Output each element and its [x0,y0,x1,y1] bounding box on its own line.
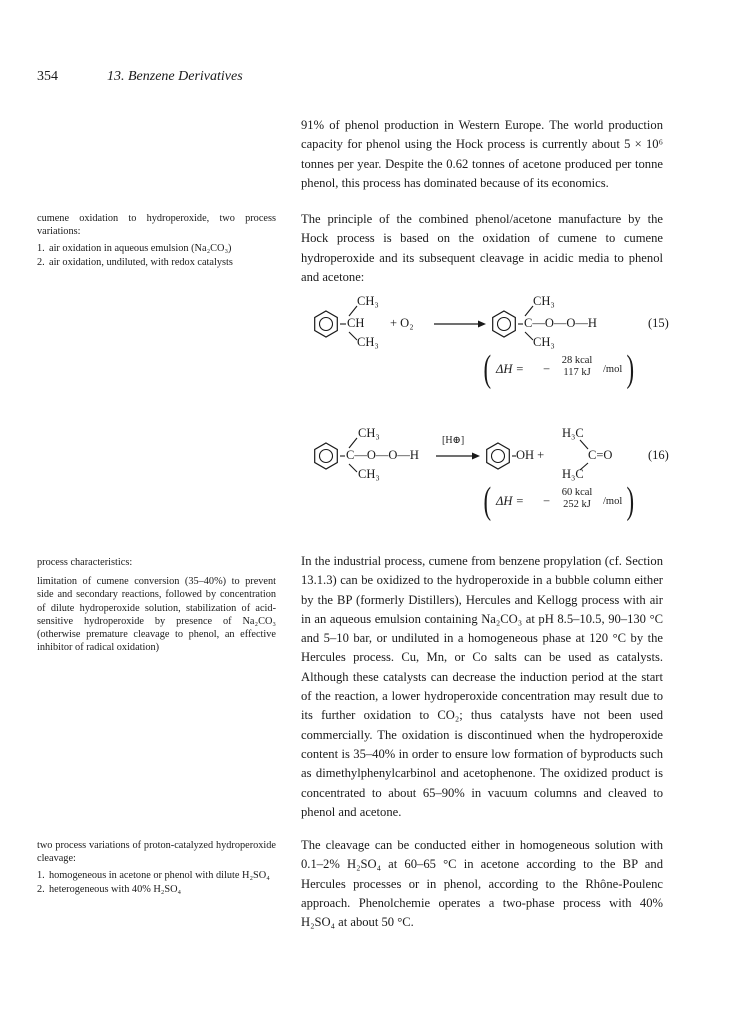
methine-label: CH [347,316,365,330]
methyl-label: CH₃ [358,426,380,440]
paragraph-3: In the industrial process, cumene from benzene propylation (cf. Section 13.1.3) can be oxidized to the hydroperoxide in a bubble column either by the BP (formerly Distillers), Hercules and Kellogg process with air in an aqueous emulsion containing Na₂CO₃ at pH 8.5–10.5, 90–130 °C and 5–10 bar, or undiluted in a homogeneous phase at 120 °C by the Hercules process. Cu, Mn, or Co salts can be used as catalysts. Although these catalysts can decrease the induction period at the start of the reaction, a lower hydroperoxide concentration may result due to its further oxidation to CO₂; thus catalysts have not been used commercially. The oxidation is discontinued when the hydroperoxide content is 35–40% in order to ensure low formation of byproducts such as dimethylphenylcarbinol and acetophenone. The oxidized product is concentrated to about 65–90% in vacuum columns and cleaved to phenol and acetone. [301,554,663,819]
margin-note-title: two process variations of proton-catalyzed hydroperoxide cleavage: [37,840,276,865]
hydroperoxide-group: C—O—O—H [524,316,597,330]
methyl-label: H₃C [562,467,584,481]
methyl-label: CH₃ [357,294,379,308]
left-paren: ( [483,480,492,522]
enthalpy-unit: /mol [603,364,623,375]
page-number: 354 [37,69,58,84]
methyl-label: CH₃ [533,335,555,349]
minus-sign: − [543,362,551,376]
equation-16 [300,424,680,524]
enthalpy-unit: /mol [603,496,623,507]
equation-15 [300,292,680,392]
paragraph-4: The cleavage can be conducted either in homogeneous solution with 0.1–2% H₂SO₄ at 60–65 °C in acetone according to the BP and Hercules processes or in phenol, according to the Rhône-Poulenc approach. Phenolchemie operates a two-phase process with 40% H₂SO₄ at about 50 °C. [301,838,663,930]
right-paren: ) [626,348,635,390]
minus-sign: − [543,494,551,508]
paragraph-1: 91% of phenol production in Western Europe. The world production capacity for phenol using the Hock process is currently about 5 × 10⁶ tonnes per year. Despite the 0.62 tonnes of acetone produced per tonne phenol, this process has dominated because of its economics. [301,118,663,190]
enthalpy-value: 60 kcal 252 kJ [561,487,593,510]
oxygen-reactant: + O₂ [390,316,414,330]
margin-note-cumene-oxidation [37,212,276,269]
margin-note-process-characteristics [37,556,276,654]
methyl-label: CH₃ [357,335,379,349]
paragraph-2: The principle of the combined phenol/acetone manufacture by the Hock process is based on the oxidation of cumene to cumene hydroperoxide and its subsequent cleavage in acidic media to phenol and acetone: [301,212,663,284]
margin-note-body: limitation of cumene conversion (35–40%) to prevent side and secondary reactions, followed by concentration of dilute hydroperoxide solution, stabilization of acid-sensitive hydroperoxide by presence of Na₂CO₃ (otherwise premature cleavage to phenol, an effective inhibitor of radical oxidation) [37,576,276,654]
hydroperoxide-group: C—O—O—H [346,448,419,462]
acetone-carbonyl: C=O [588,448,613,462]
equation-number: (15) [648,316,669,330]
enthalpy-value: 28 kcal 117 kJ [561,355,593,378]
list-item: 2. heterogeneous with 40% H₂SO₄ [37,883,182,895]
list-item: 1. air oxidation in aqueous emulsion (Na₂CO₃) [37,243,232,255]
margin-note-title: cumene oxidation to hydroperoxide, two process variations: [37,213,276,238]
methyl-label: CH₃ [358,467,380,481]
benzene-ring-icon [484,442,512,470]
chapter-title: 13. Benzene Derivatives [107,69,243,84]
methyl-label: H₃C [562,426,584,440]
margin-note-cleavage-variations [37,839,276,896]
enthalpy-label: ΔH = [496,494,524,508]
enthalpy-label: ΔH = [496,362,524,376]
methyl-label: CH₃ [533,294,555,308]
acid-catalyst: [H⊕] [442,435,465,446]
list-item: 1. homogeneous in acetone or phenol with dilute H₂SO₄ [37,870,270,882]
margin-note-title: process characteristics: [37,557,133,568]
equation-number: (16) [648,448,669,462]
left-paren: ( [483,348,492,390]
benzene-ring-icon [490,310,518,338]
list-item: 2. air oxidation, undiluted, with redox catalysts [37,256,233,268]
phenol-product: OH + [516,448,545,462]
right-paren: ) [626,480,635,522]
